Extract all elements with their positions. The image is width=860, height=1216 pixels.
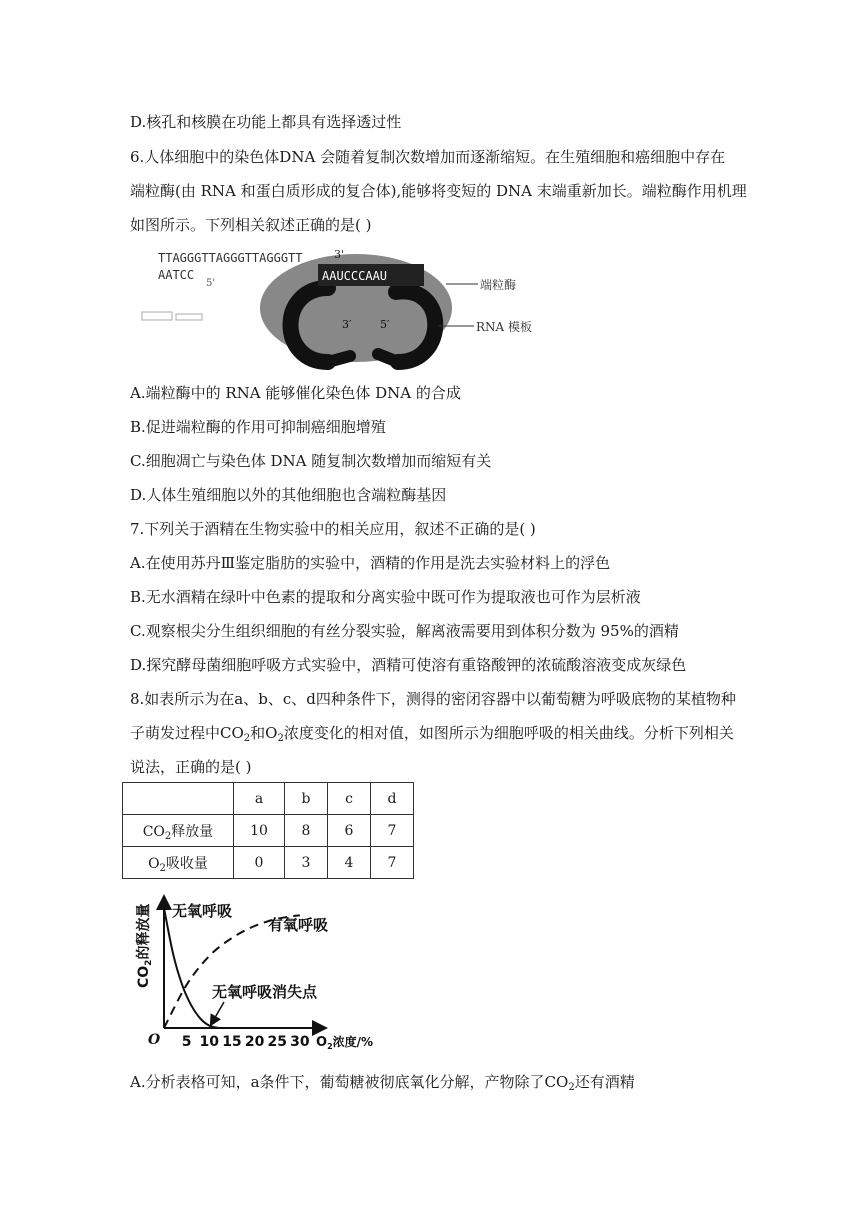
enzyme-label: 端粒酶: [480, 278, 517, 292]
faint-box-2: [176, 314, 202, 320]
x-tick-label: 20: [244, 1034, 265, 1050]
q7-stem: 7.下列关于酒精在生物实验中的相关应用，叙述不正确的是( ): [130, 520, 536, 538]
row-label-sub: 2: [164, 830, 172, 842]
y-axis-label: [135, 904, 154, 988]
row-label-pre: O: [148, 855, 160, 872]
table-cell: 8: [285, 815, 328, 847]
table-header-row: [123, 783, 414, 815]
q6-option-d: D.人体生殖细胞以外的其他细胞也含端粒酶基因: [130, 486, 447, 504]
faint-box-1: [142, 312, 172, 320]
row-label-post: 释放量: [171, 823, 214, 840]
table-cell: 7: [371, 847, 414, 879]
telomerase-figure: [128, 244, 568, 374]
x-tick-label: 15: [222, 1034, 242, 1050]
q8-option-a-post: 还有酒精: [574, 1073, 635, 1091]
x-tick-label: 25: [267, 1034, 287, 1050]
q8-line2-pre: 子萌发过程中CO: [130, 724, 244, 742]
q8-option-a-pre: A.分析表格可知，a条件下，葡萄糖被彻底氧化分解，产物除了CO: [130, 1073, 569, 1091]
row-label-sub: 2: [159, 862, 166, 874]
q6-stem-line2: 端粒酶(由 RNA 和蛋白质形成的复合体),能够将变短的 DNA 末端重新加长。端粒酶作用机理: [130, 182, 747, 200]
table-header-cell: d: [371, 783, 414, 815]
table-cell: 0: [234, 847, 285, 879]
q6-stem-line3: 如图所示。下列相关叙述正确的是( ): [130, 216, 372, 234]
q6-option-a: A.端粒酶中的 RNA 能够催化染色体 DNA 的合成: [130, 384, 461, 402]
respiration-curve-chart: [128, 892, 398, 1058]
x-axis-label-pre: O: [316, 1035, 328, 1050]
q8-stem-line1: 8.如表所示为在a、b、c、d四种条件下，测得的密闭容器中以葡萄糖为呼吸底物的某植物种: [130, 690, 736, 708]
rna-sequence: AAUCCCAAU: [322, 269, 388, 283]
q7-option-a: A.在使用苏丹Ⅲ鉴定脂肪的实验中，酒精的作用是洗去实验材料上的浮色: [130, 554, 611, 572]
x-axis-label: [316, 1034, 373, 1051]
x-tick-label: 5: [181, 1034, 192, 1050]
q5-option-d: D.核孔和核膜在功能上都具有选择透过性: [130, 113, 402, 131]
sub-2: 2: [243, 733, 251, 744]
row-label: [123, 847, 234, 879]
table-cell: 3: [285, 847, 328, 879]
three-prime-top-label: 3': [334, 248, 345, 261]
aerobic-series-label: 有氧呼吸: [268, 916, 329, 934]
table-row: [123, 815, 414, 847]
five-prime-left-label: 5': [206, 278, 216, 289]
vanish-point-arrow: [211, 1002, 224, 1024]
vanish-point-annotation: 无氧呼吸消失点: [212, 983, 318, 1001]
x-axis-label-sub: 2: [327, 1042, 333, 1051]
rna-template-right-tip: [378, 354, 398, 362]
q8-stem-line3: 说法，正确的是( ): [130, 758, 252, 776]
q8-stem-line2: [130, 723, 734, 743]
five-prime-rna-label: 5′: [380, 318, 390, 331]
rna-template-label: RNA 模板: [476, 320, 533, 334]
q8-option-a: [130, 1072, 635, 1092]
y-axis-label-pre: CO: [136, 965, 152, 988]
sub-2: 2: [568, 1082, 575, 1093]
x-tick-labels: [182, 1034, 310, 1050]
q6-option-c: C.细胞凋亡与染色体 DNA 随复制次数增加而缩短有关: [130, 452, 492, 470]
rna-template-left-tip: [328, 356, 350, 362]
table-header-cell: c: [328, 783, 371, 815]
q7-option-c: C.观察根尖分生组织细胞的有丝分裂实验，解离液需要用到体积分数为 95%的酒精: [130, 622, 679, 640]
x-tick-label: 10: [199, 1034, 220, 1050]
table-row: [123, 847, 414, 879]
y-axis-label-sub: 2: [144, 959, 154, 966]
x-axis-label-post: 浓度/%: [332, 1035, 374, 1049]
row-label-pre: CO: [142, 823, 165, 840]
dna-bottom-strand: AATCC: [158, 268, 195, 282]
q8-line2-post: 浓度变化的相对值，如图所示为细胞呼吸的相关曲线。分析下列相关: [283, 724, 734, 742]
table-header-cell: b: [285, 783, 328, 815]
dna-top-strand: TTAGGGTTAGGGTTAGGGTT: [158, 251, 303, 265]
y-axis-label-post: 的释放量: [136, 903, 152, 960]
table-cell: 6: [328, 815, 371, 847]
q7-option-d: D.探究酵母菌细胞呼吸方式实验中，酒精可使溶有重铬酸钾的浓硫酸溶液变成灰绿色: [130, 656, 687, 674]
row-label: [123, 815, 234, 847]
table-cell: 4: [328, 847, 371, 879]
table-header-cell: a: [234, 783, 285, 815]
row-label-post: 吸收量: [165, 855, 208, 872]
x-tick-label: 30: [290, 1034, 310, 1050]
q6-option-b: B.促进端粒酶的作用可抑制癌细胞增殖: [130, 418, 386, 436]
anaerobic-series-label: 无氧呼吸: [172, 902, 233, 920]
sub-2: 2: [277, 733, 284, 744]
respiration-data-table: [122, 782, 414, 879]
q8-line2-mid: 和O: [250, 724, 278, 742]
table-cell: 7: [371, 815, 414, 847]
q7-option-b: B.无水酒精在绿叶中色素的提取和分离实验中既可作为提取液也可作为层析液: [130, 588, 641, 606]
q6-stem-line1: 6.人体细胞中的染色体DNA 会随着复制次数增加而逐渐缩短。在生殖细胞和癌细胞中存在: [130, 148, 726, 166]
table-header-cell: [123, 783, 234, 815]
origin-label: O: [148, 1032, 161, 1048]
three-prime-rna-label: 3′: [342, 318, 352, 331]
table-cell: 10: [234, 815, 285, 847]
